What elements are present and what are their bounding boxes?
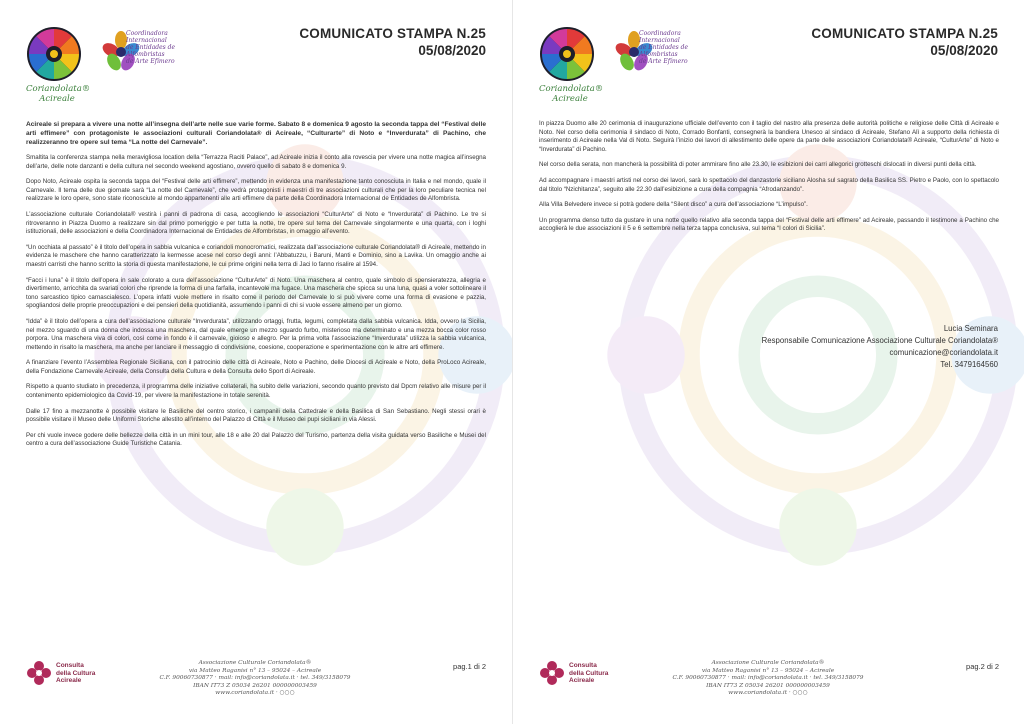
header [811, 26, 998, 58]
lead-paragraph: Acireale si prepara a vivere una notte all’insegna dell’arte nelle sue varie forme. Sabato 8 e domenica 9 agosto la seconda tappa del “Festival delle arti effimere” con protagoniste le associazioni culturali Coriandolata® di Acireale, “Culturarte” di Noto e “Inverdurata” di Pachino, che realizzeranno tre opere sul tema “La notte del Carnevale”. [26, 121, 486, 146]
footer-line: Associazione Culturale Coriandolata® [198, 660, 312, 666]
paragraph: Un programma denso tutto da gustare in una notte quello relativo alla seconda tappa del “Festival delle arti effimere” ad Acireale, passando il testimone a Pachino che accoglierà le due associazioni il 5 e 6 settembre nella terza tappa conclusiva, sul tema “I colori di Sicilia”. [539, 216, 999, 233]
header [299, 26, 486, 58]
page-number: pag.2 di 2 [966, 662, 999, 671]
footer-line: Associazione Culturale Coriandolata® [711, 660, 825, 666]
paragraph: In piazza Duomo alle 20 cerimonia di inaugurazione ufficiale dell’evento con il taglio del nastro alla presenza delle autorità politiche e religiose delle Città di Acireale e Noto. Nel corso della cerimonia il sindaco di Noto, Corrado Bonfanti, consegnerà la bandiera Unesco al sindaco di Acireale, Stefano Alì a supporto della richiesta di inserimento di Acireale nella Val di Noto. Seguirà l’inizio dei lavori di allestimento delle opere da parte delle associazioni Coriandolata® Acireale, “CulturArte” di Noto e “Inverdurata” di Pachino. [539, 120, 999, 153]
coord-line: Internacional [639, 37, 680, 44]
consulta-cultura-text [56, 662, 95, 685]
paragraph: L’associazione culturale Coriandolata® vestirà i panni di padrona di casa, accogliendo le associazioni “CulturArte” di Noto e “Inverdurata” di Pachino. Le tre si ritroveranno in Piazza Duomo a realizzare sin dal primo pomeriggio e per tutta la notte, tre opere sul tema del Carnevale singolarmente e una quarta, con i loghi istituzionali, delle associazioni e della Coordinadora Internacional de Entidades de Alfombristas, in omaggio all’evento. [26, 210, 486, 236]
paragraph: Dalle 17 fino a mezzanotte è possibile visitare le Basiliche del centro storico, i campanili della Cattedrale e della Basilica di San Sebastiano. Negli stessi orari è possibile visitare il Museo delle Uniformi Storiche allestito all’interno del Palazzo di Città e il Museo dei pupi siciliani in via Alessi. [26, 407, 486, 424]
page-number: pag.1 di 2 [453, 662, 486, 671]
coord-line: de Entidades de [126, 44, 176, 51]
footer-logo-line: Acireale [56, 677, 82, 684]
signature-block [762, 323, 998, 371]
coriandolata-logo-icon [539, 26, 595, 82]
coord-line: Alfombristas [639, 51, 678, 58]
brand-name [539, 84, 604, 104]
header-date: 05/08/2020 [930, 43, 998, 58]
footer-logo-line: Consulta [569, 662, 597, 669]
consulta-cultura-logo-icon [539, 660, 565, 686]
paragraph: Per chi vuole invece godere delle bellezze della città in un mini tour, alle 18 e alle 20 dal Palazzo del Turismo, partenza della visita guidata verso Basiliche e Musei del centro a cura dell’associazione Guide Turistiche Catania. [26, 431, 486, 448]
brand-name-line1: Coriandolata® [26, 84, 91, 94]
press-release-body [26, 120, 486, 456]
signature-phone: Tel. 3479164560 [940, 360, 998, 369]
coord-line: Coordinadora [126, 30, 168, 37]
brand-name-line1: Coriandolata® [539, 84, 604, 94]
signature-email[interactable]: comunicazione@coriandolata.it [889, 348, 998, 357]
paragraph: Rispetto a quanto studiato in precedenza, il programma delle iniziative collaterali, ha subito delle variazioni, secondo quanto previsto dal Dpcm relativo alle misure per il contenimento epidemiologico da Covid-19, per vivere la manifestazione in totale serenità. [26, 383, 486, 400]
page-2 [512, 0, 1024, 724]
coord-line: de Arte Efímero [639, 58, 688, 65]
coord-line: Alfombristas [126, 51, 165, 58]
signature-name: Lucia Seminara [943, 324, 998, 333]
paragraph: “Facci i luna” è il titolo dell’opera in sale colorato a cura dell’associazione “CulturArte” di Noto. Una maschera al centro, quale simbolo di spensieratezza, allegria e divertimento, arricchita da svariati colori che riprende la forma di una farfalla, incantevole ma fugace. Una maschera che spicca su una luna, quasi a voler sottolineare il tono sarcastico tipico carnascialesco. L’opera infatti vuole mettere in risalto come il periodo del Carnevale lo si può vivere come una forma di evasione e pazzia, spogliandosi delle proprie preoccupazioni e dei pensieri della quotidianità, assumendo i panni di chi si vuole essere almeno per un giorno. [26, 276, 486, 310]
footer-line: C.F. 90060730877 · mail: info@coriandolata.it · tel. 349/3158079 [159, 675, 351, 682]
paragraph: A finanziare l’evento l’Assemblea Regionale Siciliana, con il patrocinio delle città di Acireale, Noto e Pachino, delle Diocesi di Acireale e Noto, della ProLoco Acireale, della Fondazione Carnevale Acireale, della Consulta della Cultura e della Consulta dello Sport di Acireale. [26, 359, 486, 375]
footer-logo-line: della Cultura [569, 669, 609, 677]
brand-name [26, 84, 91, 104]
consulta-cultura-text [569, 662, 608, 685]
logo-block [539, 26, 689, 106]
footer-website [663, 690, 873, 698]
footer-logo-line: della Cultura [56, 669, 96, 677]
signature-role: Responsabile Comunicazione Associazione Culturale Coriandolata® [761, 336, 998, 345]
footer-address [663, 660, 873, 698]
paragraph: “Idda” è il titolo dell’opera a cura dell’associazione culturale “Inverdurata”, utilizzando ortaggi, frutta, legumi, completata dalla sabbia vulcanica. Idda, ovvero la Sicilia, nel mezzo sguardo di una donna che indossa una maschera, dal quale emerge un mezzo sguardo furbo, misterioso ma determinato e una mezza bocca color rosso porpora. Una maschera viva di colori, così come in fondo è il carnevale, gioioso e allegro. Per la prima volta l’associazione “Inverdurata” utilizza la sabbia vulcanica, mettendo in risalto la maschera, ma anche per lanciare il messaggio di condivisione, coesione, cooperazione e sperimentazione con le altre arti effimere. [26, 317, 486, 351]
paragraph: Alla Villa Belvedere invece si potrà godere della “Silent disco” a cura dell’associazione “L’impulso”. [539, 201, 808, 209]
coriandolata-logo-icon [26, 26, 82, 82]
footer-line: IBAN IT73 Z 05034 26201 000000003459 [193, 682, 317, 689]
paragraph: “Un occhiata al passato” è il titolo dell’opera in sabbia vulcanica e coriandoli monocromatici, realizzata dall’associazione culturale Coriandolata® di Acireale, mettendo in evidenza le maschere che hanno caratterizzato la kermesse acese nel corso degli anni: l’Abbatuzzu, i Baruni, Manti e Dominio, sino a Lavika. Un omaggio anche ai maestri carristi che hanno scritto la storia di questa manifestazione, le cui prime origini nella terra di Jaci lo fanno risalire al 1594. [26, 243, 486, 268]
footer-address [150, 660, 360, 698]
footer-logo-line: Consulta [56, 662, 84, 669]
website-link[interactable]: www.coriandolata.it · [728, 690, 791, 697]
website-link[interactable]: www.coriandolata.it · [215, 690, 278, 697]
logo-block [26, 26, 176, 106]
footer [513, 654, 1024, 714]
footer-line: via Matteo Raganisi n° 13 – 95024 – Acireale [188, 667, 322, 674]
consulta-cultura-logo-icon [26, 660, 52, 686]
coord-line: Internacional [126, 37, 167, 44]
brand-name-line2: Acireale [39, 94, 75, 104]
footer-line: IBAN IT73 Z 05034 26201 000000003459 [706, 682, 830, 689]
coordinadora-text [639, 30, 709, 65]
footer-website [150, 690, 360, 698]
coordinadora-text [126, 30, 196, 65]
coord-line: de Arte Efímero [126, 58, 175, 65]
footer-logo-line: Acireale [569, 677, 595, 684]
press-release-body [539, 120, 999, 241]
header-title: COMUNICATO STAMPA N.25 [811, 26, 998, 41]
social-icons: ○○○ [792, 690, 808, 697]
coord-line: Coordinadora [639, 30, 681, 37]
social-icons: ○○○ [279, 690, 295, 697]
footer-line: via Matteo Raganisi n° 13 – 95024 – Acireale [701, 667, 835, 674]
paragraph: Nel corso della serata, non mancherà la possibilità di poter ammirare fino alle 23.30, le esibizioni dei carri allegorici grotteschi dislocati in diversi punti della città. [539, 161, 977, 169]
footer [0, 654, 512, 714]
header-date: 05/08/2020 [418, 43, 486, 58]
coord-line: de Entidades de [639, 44, 689, 51]
paragraph: Dopo Noto, Acireale ospita la seconda tappa del “Festival delle arti effimere”, mettendo in evidenza una manifestazione tanto conosciuta in Italia e nel mondo, quale il Carnevale. Il tema delle due giornate sarà “La notte del Carnevale”, che vedrà protagonisti i maestri di tre associazioni culturali che per la loro peculiare tecnica nel realizzare le loro opere, sono state riconosciute al mondo appartenenti alle arti effimere da parte della Coordinadora Internacional de Entidades de Alfombrista. [26, 178, 486, 203]
brand-name-line2: Acireale [552, 94, 588, 104]
paragraph: Smaltita la conferenza stampa nella meravigliosa location della “Terrazza Raciti Palace”, ad Acireale inizia il conto alla rovescia per vivere una notte magica all’insegna dell’arte, delle note danzanti e della cultura nel secondo weekend agostiano, ovvero quello di sabato 8 e domenica 9. [26, 154, 486, 170]
paragraph: Ad accompagnare i maestri artisti nel corso dei lavori, sarà lo spettacolo del danzastorie siciliano Alosha sul sagrato della Basilica SS. Pietro e Paolo, con lo spettacolo dal titolo “Nzichitanza”, seguito alle 22.30 dall’esibizione a cura della compagnia “Afrodanzando”. [539, 176, 999, 193]
footer-line: C.F. 90060730877 · mail: info@coriandolata.it · tel. 349/3158079 [672, 675, 864, 682]
header-title: COMUNICATO STAMPA N.25 [299, 26, 486, 41]
